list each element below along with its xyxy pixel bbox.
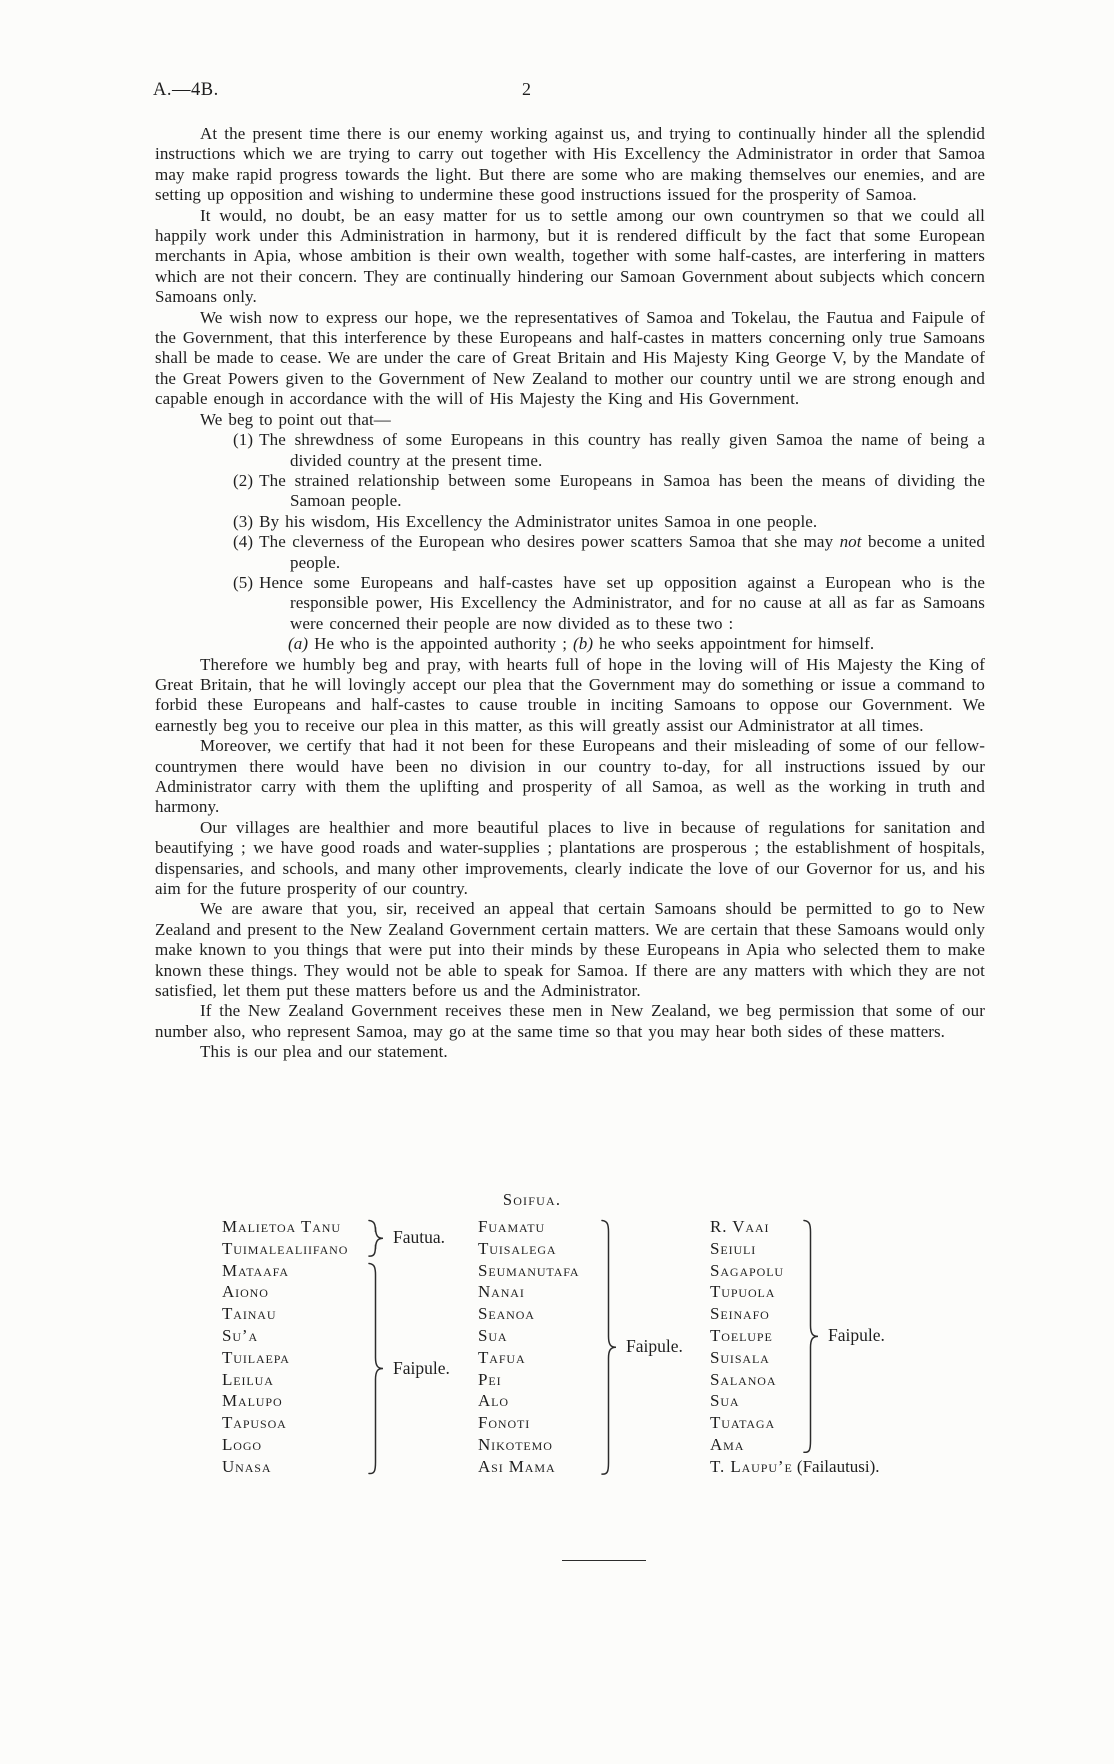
signatory-name: Sua [710, 1391, 740, 1411]
paragraph: Moreover, we certify that had it not been for these Europeans and their misleading of some of our fellow-countrymen there would have been no division in our country to-day, for all instructions issued by our Administrator carry with them the uplifting and prosperity of all Samoa, as well as the working in truth and harmony. [155, 736, 985, 817]
signatory-name: Tuisalega [478, 1238, 557, 1258]
brace-icon [800, 1216, 822, 1456]
signatory-name: Logo [222, 1434, 262, 1454]
signatory-name: Seinafo [710, 1304, 770, 1324]
paragraph: If the New Zealand Government receives these men in New Zealand, we beg permission that some of our number also, who represent Samoa, may go at the same time so that you may hear both sides of these matters. [155, 1001, 985, 1041]
paragraph: We are aware that you, sir, received an appeal that certain Samoans should be permitted to go to New Zealand and present to the New Zealand Government certain matters. We are certain that these Samoans would only make known to you things that were put into their minds by these Europeans in Apia who selected them to make known these things. They would not be able to speak for Samoa. If there are any matters with which they are not satisfied, let them put these matters before us and the Administrator. [155, 899, 985, 1001]
brace-icon [598, 1216, 620, 1478]
list-subitem-text: (a) [288, 634, 309, 654]
signatory-name: Ama [710, 1434, 745, 1454]
end-rule [562, 1560, 646, 1561]
list-item-text: become a united people. [290, 532, 985, 572]
signature-name-list [710, 1216, 800, 1456]
list-item-number: (3) [233, 511, 254, 531]
signature-name-list [478, 1216, 598, 1478]
signatory-name: Leilua [222, 1369, 274, 1389]
list-subitem-text: he who seeks appointment for himself. [593, 634, 875, 654]
signature-footer-suffix: (Failautusi). [792, 1456, 880, 1476]
signatory-name: Unasa [222, 1456, 272, 1476]
list-item-text: The strained relationship between some Europeans in Samoa has been the means of dividing the Samoan people. [259, 470, 985, 511]
group-role-label: Faipule. [393, 1358, 450, 1379]
signature-group [478, 1216, 683, 1478]
list-item [155, 512, 985, 532]
list-item-text: The cleverness of the European who desires power scatters Samoa that she may [259, 532, 840, 552]
signatory-name: Fonoti [478, 1413, 531, 1433]
signature-column-3 [710, 1216, 885, 1478]
brace-icon [598, 1219, 620, 1476]
signatory-name: Sagapolu [710, 1260, 784, 1280]
brace-icon [365, 1262, 387, 1475]
signatory-name: Tuimalealiifano [222, 1238, 349, 1258]
list-item [155, 471, 985, 512]
signatory-name: R. Vaai [710, 1217, 770, 1236]
list-item [155, 430, 985, 471]
brace-icon [365, 1219, 387, 1258]
signatory-name: Malupo [222, 1391, 283, 1411]
list-subitem-text: He who is the appointed authority ; [308, 634, 573, 654]
paragraph: It would, no doubt, be an easy matter for us to settle among our own countrymen so that we could all happily work under this Administration in harmony, but it is rendered difficult by the fact that some European merchants in Apia, whose ambition is their own wealth, together with some half-castes, are interfering in matters which are not their concern. They are continually hindering our Samoan Government about subjects which concern Samoans only. [155, 205, 985, 307]
paragraph: This is our plea and our statement. [200, 1042, 448, 1062]
paragraph: Therefore we humbly beg and pray, with hearts full of hope in the loving will of His Majesty the King of Great Britain, that he will lovingly accept our plea that the Government may do something or issue a command to forbid these Europeans and half-castes to cause trouble in inciting Samoans to oppose our Government. We earnestly beg you to receive our plea in this matter, as this will greatly assist our Administrator at all times. [155, 654, 985, 735]
signature-group [222, 1260, 450, 1478]
signature-name-list [222, 1260, 365, 1478]
signatory-name: Tainau [222, 1304, 277, 1324]
signatory-name: Asi Mama [478, 1456, 556, 1476]
signatory-name: Suisala [710, 1347, 770, 1367]
paragraph: At the present time there is our enemy working against us, and trying to continually hinder all the splendid instructions which we are trying to carry out together with His Excellency the Administrator in order that Samoa may make rapid progress towards the light. But there are some who are making themselves our enemies, and are setting up opposition and wishing to undermine these good instructions issued for the prosperity of Samoa. [155, 124, 985, 205]
list-item-text: The shrewdness of some Europeans in this country has really given Samoa the name of being a divided country at the present time. [259, 430, 985, 470]
list-item-number: (2) [233, 470, 254, 490]
signatory-name: Salanoa [710, 1369, 777, 1389]
signatory-name: Alo [478, 1391, 509, 1411]
paragraph: Our villages are healthier and more beautiful places to live in because of regulations for sanitation and beautifying ; we have good roads and water-supplies ; plantations are prosperous ; the establishment of hospitals, dispensaries, and schools, and many other improvements, clearly indicate the love of our Governor for us, and his aim for the future prosperity of our country. [155, 817, 985, 899]
signatory-name: Nanai [478, 1282, 525, 1302]
signatory-name: Nikotemo [478, 1434, 553, 1454]
brace-icon [365, 1260, 387, 1478]
paragraph: We wish now to express our hope, we the representatives of Samoa and Tokelau, the Fautua and Faipule of the Government, that this interference by these Europeans and half-castes in matters concerning only true Samoans shall be made to cease. We are under the care of Great Britain and His Majesty King George V, by the Mandate of the Great Powers given to the Government of New Zealand to mother our country until we are strong enough and capable enough in accordance with the will of His Majesty the King and His Government. [155, 307, 985, 409]
signatory-name: Sua [478, 1325, 508, 1345]
signature-column-2 [478, 1216, 683, 1478]
signatory-name: Tupuola [710, 1282, 776, 1302]
signature-name-list [222, 1216, 365, 1260]
signatory-name: Tafua [478, 1347, 526, 1367]
signatory-name: Su’a [222, 1325, 259, 1345]
list-item-text: not [839, 532, 862, 552]
signature-group [222, 1216, 450, 1260]
list-item [155, 532, 985, 573]
page-number: 2 [522, 79, 531, 99]
list-item [155, 573, 985, 634]
document-body [155, 124, 985, 1063]
signatory-name: Mataafa [222, 1260, 289, 1280]
signatory-name: Seanoa [478, 1304, 535, 1324]
list-subitem-text: (b) [572, 634, 594, 654]
signatory-name: Tuataga [710, 1413, 776, 1433]
signatory-name: Toelupe [710, 1325, 773, 1345]
signature-footer [710, 1456, 885, 1478]
signatory-name: Fuamatu [478, 1217, 546, 1236]
signatory-name: Malietoa Tanu [222, 1217, 341, 1236]
signature-heading: Soifua. [502, 1190, 562, 1209]
signatory-name: Pei [478, 1369, 502, 1389]
signatory-name: T. Laupu’e [710, 1456, 793, 1476]
group-role-label: Faipule. [828, 1325, 885, 1346]
list-item-text: Hence some Europeans and half-castes have set up opposition against a European who is the responsible power, His Excellency the Administrator, and for no cause at all as far as Samoans were concerned their people are now divided as to these two : [259, 572, 985, 633]
list-subitem [155, 634, 985, 654]
signature-section [155, 1190, 985, 1490]
signature-group [710, 1216, 885, 1456]
brace-icon [800, 1219, 822, 1454]
paragraph: We beg to point out that— [200, 409, 391, 429]
signatory-name: Tapusoa [222, 1413, 287, 1433]
signature-column-1 [222, 1216, 450, 1478]
signatory-name: Seumanutafa [478, 1260, 580, 1280]
signatory-name: Seiuli [710, 1238, 757, 1258]
list-item-number: (4) [233, 532, 254, 552]
signatory-name: Aiono [222, 1282, 269, 1302]
list-item-number: (1) [233, 430, 254, 450]
brace-icon [365, 1216, 387, 1260]
list-item-text: By his wisdom, His Excellency the Administrator unites Samoa in one people. [259, 511, 818, 531]
doc-reference: A.—4B. [153, 80, 219, 100]
list-item-number: (5) [233, 572, 254, 592]
group-role-label: Fautua. [393, 1227, 446, 1248]
group-role-label: Faipule. [626, 1336, 683, 1357]
signatory-name: Tuilaepa [222, 1347, 290, 1367]
